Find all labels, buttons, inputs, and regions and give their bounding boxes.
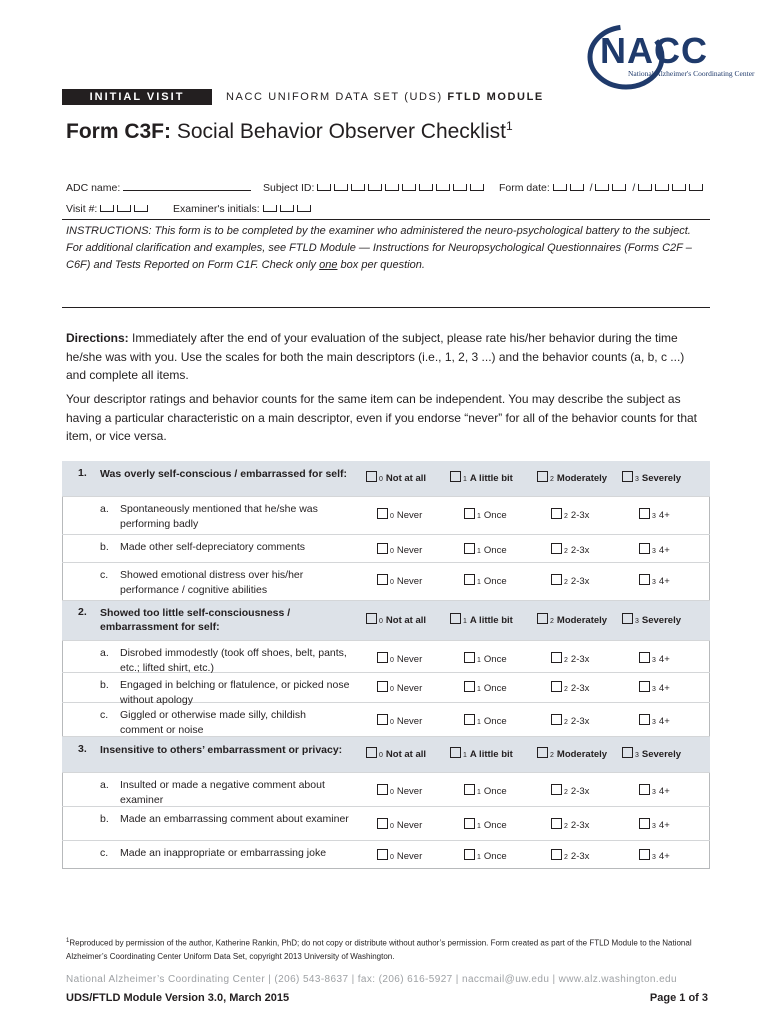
option-label: Moderately [556,749,608,760]
option-label: Once [483,820,507,831]
q3-option-2[interactable] [537,747,607,760]
q3a-option-2[interactable] [551,784,589,797]
option-number: 0 [390,719,394,726]
option-label: 4+ [658,786,670,797]
directions-paragraph-2: Your descriptor ratings and behavior counts for the same item can be independent. You may describe the subject as having a particular characteristic on a main descriptor, even if you endorse “never” for all of the behavior counts for that item, or vice versa. [66,392,697,443]
option-label: Not at all [385,615,427,626]
option-number: 3 [635,752,639,759]
checkbox[interactable] [551,543,562,554]
checkbox[interactable] [537,471,548,482]
adc-name-field[interactable] [66,181,251,195]
option-number: 1 [463,618,467,625]
version-label: UDS/FTLD Module Version 3.0, March 2015 [66,992,290,1004]
q2c-option-1[interactable] [464,714,507,727]
option-number: 3 [652,854,656,861]
q1a-option-0[interactable] [377,508,422,521]
option-number: 2 [564,657,568,664]
option-label: 2-3x [570,683,590,694]
q2b-option-3[interactable] [639,681,670,694]
form-date-year[interactable] [638,181,706,195]
checkbox[interactable] [622,613,633,624]
option-label: Once [483,654,507,665]
checkbox[interactable] [464,508,475,519]
option-number: 0 [390,548,394,555]
option-label: 2-3x [570,654,590,665]
option-number: 3 [652,686,656,693]
checkbox[interactable] [622,747,633,758]
option-number: 2 [564,686,568,693]
instructions-part1: INSTRUCTIONS: This form is to be completed by the examiner who administered the neuro-psychological battery to the subject. For additional clarification and examples, see FTLD Module — Instructions for Neuropsychological Questionnaires (Forms C2F – C6F) and Tests Reported on Form C1F. Check only [66,225,692,271]
checkbox[interactable] [450,613,461,624]
logo-wordmark: NACC [600,30,708,71]
footnote-text: Reproduced by permission of the author, Katherine Rankin, PhD; do not copy or distribute without author’s permission. Form created as part of the FTLD Module to the National Alzheimer’s Coordinating Center Uniform Data Set, copyright 2013 University of Washington. [66,938,692,961]
directions-label: Directions: [66,331,129,345]
q1c-option-0[interactable] [377,574,422,587]
option-number: 3 [635,618,639,625]
option-label: 4+ [658,683,670,694]
option-number: 3 [652,823,656,830]
option-label: Never [396,786,423,797]
question-text: Insensitive to others’ embarrassment or privacy: [100,744,343,756]
option-number: 2 [564,548,568,555]
question-text: Was overly self-conscious / embarrassed for self: [100,468,348,480]
option-number: 2 [550,618,554,625]
sub-item-row-3b [62,807,710,841]
q3c-option-0[interactable] [377,849,422,862]
sub-item-letter: a. [100,779,109,791]
instructions [66,223,708,274]
checkbox[interactable] [551,849,562,860]
checkbox[interactable] [377,714,388,725]
page-number: Page 1 of 3 [649,992,708,1004]
checkbox[interactable] [639,818,650,829]
sub-item-row-3a [62,773,710,807]
checkbox[interactable] [450,471,461,482]
q3c-option-2[interactable] [551,849,589,862]
question-row-1 [62,461,710,497]
sub-item-letter: b. [100,813,109,825]
q2b-option-0[interactable] [377,681,422,694]
sub-item-letter: a. [100,503,109,515]
sub-item-text: Insulted or made a negative comment about examiner [120,779,325,806]
option-number: 1 [477,719,481,726]
option-label: Moderately [556,473,608,484]
option-number: 3 [652,513,656,520]
checkbox[interactable] [377,508,388,519]
q2a-option-1[interactable] [464,652,507,665]
q3b-option-2[interactable] [551,818,589,831]
q3b-option-3[interactable] [639,818,670,831]
option-number: 3 [652,789,656,796]
sub-item-text: Showed emotional distress over his/her performance / cognitive abilities [120,569,304,596]
checkbox[interactable] [464,784,475,795]
checkbox[interactable] [551,681,562,692]
date-sep-2: / [632,182,636,194]
checkbox[interactable] [639,574,650,585]
q3c-option-3[interactable] [639,849,670,862]
checkbox[interactable] [377,652,388,663]
instructions-emphasis: one [319,259,338,271]
question-row-3 [62,737,710,773]
date-sep-1: / [589,182,593,194]
checkbox[interactable] [639,543,650,554]
option-label: 2-3x [570,545,590,556]
q2a-option-0[interactable] [377,652,422,665]
option-number: 0 [390,513,394,520]
option-label: Never [396,820,423,831]
q3-option-3[interactable] [622,747,681,760]
checkbox[interactable] [464,714,475,725]
checkbox[interactable] [551,714,562,725]
option-number: 1 [463,752,467,759]
checkbox[interactable] [377,681,388,692]
option-number: 3 [652,579,656,586]
sub-item-text: Giggled or otherwise made silly, childish comment or noise [120,709,306,736]
q3b-option-1[interactable] [464,818,507,831]
option-number: 2 [564,719,568,726]
checkbox[interactable] [639,508,650,519]
form-title: Social Behavior Observer Checklist [176,120,506,143]
option-label: Once [483,786,507,797]
examiner-initials-field[interactable] [173,202,314,216]
option-number: 2 [564,579,568,586]
checkbox[interactable] [551,652,562,663]
option-label: Once [483,851,507,862]
option-number: 1 [477,579,481,586]
sub-item-letter: c. [100,569,109,581]
option-label: Never [396,683,423,694]
q3-option-1[interactable] [450,747,513,760]
examiner-initials-slots[interactable] [263,202,314,216]
packet-label: INITIAL VISIT PACKET [62,89,212,105]
checkbox[interactable] [551,508,562,519]
q2-option-1[interactable] [450,613,513,626]
checkbox[interactable] [464,818,475,829]
q1-option-3[interactable] [622,471,681,484]
q2-option-0[interactable] [366,613,426,626]
option-label: Severely [641,749,681,760]
q3a-option-0[interactable] [377,784,422,797]
option-label: Never [396,851,423,862]
option-number: 0 [390,789,394,796]
question-number: 3. [78,743,87,755]
option-label: Once [483,545,507,556]
q1c-option-1[interactable] [464,574,507,587]
sub-item-letter: c. [100,847,109,859]
option-label: 4+ [658,545,670,556]
q1a-option-1[interactable] [464,508,507,521]
sub-item-row-1a [62,497,710,535]
directions-text1: Immediately after the end of your evaluation of the subject, please rate his/her behavior during the time he/she was with you. Use the scales for both the main descriptors (i.e., 1, 2, 3 ...) and the behavior counts (a, b, c ...) and complete all items. [66,331,685,382]
sub-item-letter: a. [100,647,109,659]
checkbox[interactable] [622,471,633,482]
question-text: Showed too little self-consciousness / embarrassment for self: [100,607,291,633]
subject-id-slots[interactable] [317,181,487,195]
checkbox[interactable] [464,681,475,692]
sub-item-text: Engaged in belching or flatulence, or picked nose without apology [120,679,350,706]
sub-item-text: Made other self-depreciatory comments [120,541,305,553]
adc-name-label: ADC name: [66,182,121,194]
checkbox[interactable] [537,747,548,758]
q3c-option-1[interactable] [464,849,507,862]
q2b-option-1[interactable] [464,681,507,694]
checkbox[interactable] [639,784,650,795]
option-number: 0 [390,854,394,861]
form-date-label: Form date: [499,182,550,194]
form-date-field[interactable] [499,181,706,195]
checkbox[interactable] [464,849,475,860]
option-label: 4+ [658,851,670,862]
q3a-option-3[interactable] [639,784,670,797]
option-number: 0 [390,579,394,586]
footnote-mark: 1 [66,938,70,944]
question-row-2 [62,601,710,641]
q1c-option-3[interactable] [639,574,670,587]
option-label: Never [396,654,423,665]
option-label: 2-3x [570,786,590,797]
option-number: 1 [477,513,481,520]
sub-item-letter: b. [100,541,109,553]
option-number: 2 [564,854,568,861]
checkbox[interactable] [551,818,562,829]
option-number: 1 [477,789,481,796]
option-number: 1 [477,657,481,664]
checkbox[interactable] [377,818,388,829]
sub-item-letter: c. [100,709,109,721]
checkbox[interactable] [377,784,388,795]
sub-item-row-1c [62,563,710,601]
option-label: 2-3x [570,716,590,727]
option-label: Once [483,510,507,521]
q1b-option-2[interactable] [551,543,589,556]
page-title [66,112,513,146]
option-number: 1 [477,854,481,861]
q2c-option-0[interactable] [377,714,422,727]
option-number: 0 [390,657,394,664]
question-number: 1. [78,467,87,479]
sub-item-text: Spontaneously mentioned that he/she was performing badly [120,503,318,530]
option-label: Once [483,716,507,727]
visit-number-field[interactable] [66,202,151,216]
directions [66,329,706,385]
sub-item-text: Made an inappropriate or embarrassing joke [120,847,327,859]
option-label: 2-3x [570,576,590,587]
option-label: 4+ [658,510,670,521]
option-label: A little bit [469,749,513,760]
option-number: 3 [635,476,639,483]
option-label: Never [396,716,423,727]
checkbox[interactable] [450,747,461,758]
checkbox[interactable] [464,543,475,554]
uds-prefix: NACC UNIFORM DATA SET (UDS) [226,91,443,103]
option-number: 1 [463,476,467,483]
option-label: 4+ [658,576,670,587]
option-number: 2 [564,513,568,520]
contact-info: National Alzheimer’s Coordinating Center | (206) 543-8637 | fax: (206) 616-5927 | naccmail@uw.edu | www.alz.washington.edu [66,974,677,985]
examiner-initials-label: Examiner's initials: [173,203,260,215]
option-label: Once [483,576,507,587]
checkbox[interactable] [464,652,475,663]
q1b-option-3[interactable] [639,543,670,556]
option-number: 0 [379,476,383,483]
q3a-option-1[interactable] [464,784,507,797]
sub-item-row-1b [62,535,710,563]
checkbox[interactable] [639,849,650,860]
q2c-option-2[interactable] [551,714,589,727]
checkbox[interactable] [639,652,650,663]
title-footnote-mark: 1 [505,119,513,133]
option-number: 2 [564,789,568,796]
checkbox[interactable] [551,574,562,585]
q2a-option-2[interactable] [551,652,589,665]
option-number: 3 [652,719,656,726]
option-label: A little bit [469,473,513,484]
q2-option-3[interactable] [622,613,681,626]
visit-number-label: Visit #: [66,203,98,215]
option-number: 3 [652,548,656,555]
checkbox[interactable] [377,574,388,585]
option-label: Moderately [556,615,608,626]
question-number: 2. [78,606,87,618]
q3b-option-0[interactable] [377,818,422,831]
option-number: 1 [477,686,481,693]
q1-option-2[interactable] [537,471,607,484]
option-number: 1 [477,548,481,555]
option-number: 0 [390,823,394,830]
checkbox[interactable] [366,613,377,624]
option-label: 4+ [658,820,670,831]
option-label: 2-3x [570,820,590,831]
checkbox[interactable] [537,613,548,624]
option-label: 2-3x [570,851,590,862]
option-number: 0 [379,752,383,759]
sub-item-row-2b [62,673,710,706]
option-label: Never [396,510,423,521]
sub-item-text: Disrobed immodestly (took off shoes, belt, pants, etc.; lifted shirt, etc.) [120,647,347,674]
option-label: Severely [641,473,681,484]
option-label: Not at all [385,473,427,484]
option-label: 4+ [658,654,670,665]
logo-subtitle: National Alzheimer's Coordinating Center [628,69,755,78]
checkbox[interactable] [366,747,377,758]
option-number: 1 [477,823,481,830]
q2-option-2[interactable] [537,613,607,626]
option-label: A little bit [469,615,513,626]
form-date-day[interactable] [595,181,629,195]
q1b-option-0[interactable] [377,543,422,556]
option-number: 0 [390,686,394,693]
checkbox[interactable] [377,543,388,554]
option-label: Not at all [385,749,427,760]
form-id: Form C3F: [66,120,171,143]
checkbox[interactable] [377,849,388,860]
q1a-option-3[interactable] [639,508,670,521]
option-label: 2-3x [570,510,590,521]
q3-option-0[interactable] [366,747,426,760]
visit-number-slots[interactable] [100,202,151,216]
option-label: Once [483,683,507,694]
checkbox[interactable] [464,574,475,585]
footnote [66,935,706,963]
sub-item-row-3c [62,841,710,869]
option-number: 2 [564,823,568,830]
q2a-option-3[interactable] [639,652,670,665]
uds-label [226,89,544,105]
checkbox[interactable] [551,784,562,795]
option-number: 2 [550,476,554,483]
q2c-option-3[interactable] [639,714,670,727]
sub-item-row-2c [62,703,710,737]
divider-bottom [62,307,710,308]
q1b-option-1[interactable] [464,543,507,556]
form-date-month[interactable] [553,181,587,195]
uds-suffix: FTLD MODULE [447,91,544,103]
divider-top [62,219,710,220]
adc-name-line[interactable] [123,181,251,191]
option-number: 3 [652,657,656,664]
checkbox[interactable] [639,714,650,725]
option-label: 4+ [658,716,670,727]
subject-id-field[interactable] [263,181,487,195]
checkbox[interactable] [639,681,650,692]
subject-id-label: Subject ID: [263,182,315,194]
instructions-part2: box per question. [337,259,425,271]
q1-option-1[interactable] [450,471,513,484]
option-label: Never [396,576,423,587]
option-number: 0 [379,618,383,625]
q1a-option-2[interactable] [551,508,589,521]
sub-item-text: Made an embarrassing comment about examiner [120,813,349,825]
option-label: Severely [641,615,681,626]
option-label: Never [396,545,423,556]
checkbox[interactable] [366,471,377,482]
option-number: 2 [550,752,554,759]
q2b-option-2[interactable] [551,681,589,694]
q1-option-0[interactable] [366,471,426,484]
sub-item-row-2a [62,641,710,673]
sub-item-letter: b. [100,679,109,691]
q1c-option-2[interactable] [551,574,589,587]
